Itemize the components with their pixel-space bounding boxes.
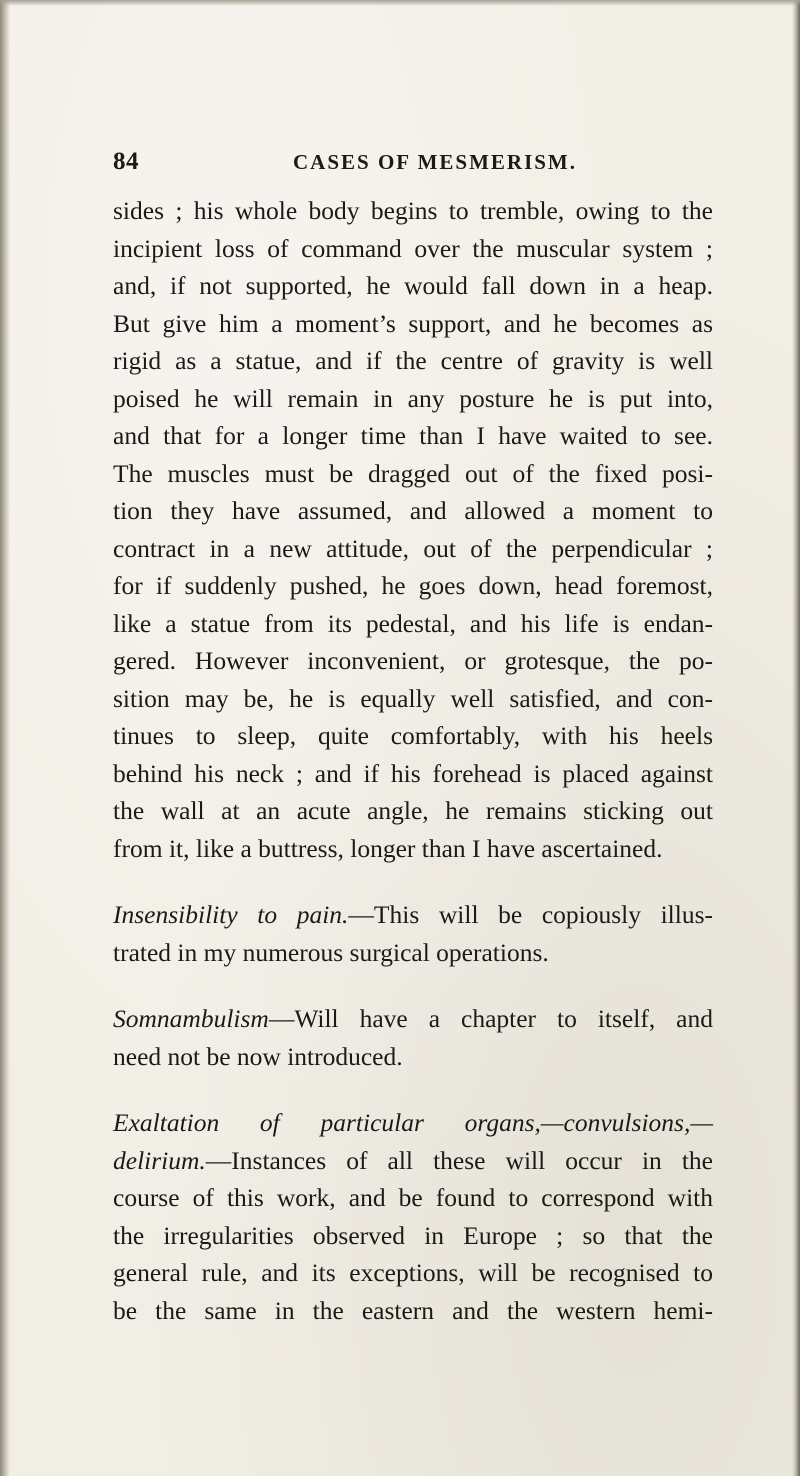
text-line: be the same in the eastern and the western hemi- — [113, 1295, 713, 1325]
text-run: —Will have a chapter to itself, and — [268, 1004, 713, 1033]
section-heading: Insensibility to pain. — [113, 900, 349, 929]
text-line: sides ; his whole body begins to tremble, owing to the — [113, 196, 713, 225]
text-line: tion they have assumed, and allowed a moment to — [113, 496, 713, 525]
text-line: rigid as a statue, and if the centre of gravity is well — [113, 346, 713, 375]
text-line: But give him a moment’s support, and he becomes as — [113, 308, 713, 338]
text-line: incipient loss of command over the muscular system ; — [113, 233, 713, 263]
page-right-edge — [792, 0, 800, 1476]
text-run: —This will be copiously illus- — [348, 900, 714, 929]
text-line: from it, like a buttress, longer than I have ascertained. — [113, 833, 663, 863]
text-line: behind his neck ; and if his forehead is placed against — [113, 758, 713, 788]
text-line: tinues to sleep, quite comfortably, with his heels — [113, 721, 713, 750]
section-heading: Somnambulism — [113, 1004, 269, 1033]
paragraph-exaltation — [113, 1104, 713, 1329]
text-line: poised he will remain in any posture he is put into, — [113, 383, 713, 413]
text-line: the wall at an acute angle, he remains sticking out — [113, 796, 713, 825]
text-line: general rule, and its exceptions, will be recognised to — [113, 1258, 713, 1287]
text-line: sition may be, he is equally well satisfied, and con- — [113, 683, 713, 713]
body-text — [113, 192, 713, 1329]
text-line: contract in a new attitude, out of the perpendicular ; — [113, 533, 713, 563]
text-line: course of this work, and be found to correspond with — [113, 1183, 713, 1212]
page-top-edge — [0, 0, 800, 6]
text-line: trated in my numerous surgical operations. — [113, 937, 549, 967]
text-line: and, if not supported, he would fall down in a heap. — [113, 271, 713, 300]
text-line: gered. However inconvenient, or grotesque, the po- — [113, 646, 713, 675]
section-heading: Exaltation of particular organs,—convulsions,— — [113, 1108, 713, 1137]
text-line — [113, 1142, 713, 1180]
text-line — [113, 896, 713, 934]
text-line: The muscles must be dragged out of the fixed posi- — [113, 458, 713, 488]
section-heading: delirium. — [113, 1145, 206, 1175]
page-number: 84 — [113, 148, 139, 175]
text-line — [113, 1000, 713, 1038]
paragraph-somnambulism — [113, 1000, 713, 1075]
paragraph-insensibility — [113, 896, 713, 971]
page-left-edge — [0, 0, 10, 1476]
text-line: and that for a longer time than I have waited to see. — [113, 421, 713, 450]
text-line: the irregularities observed in Europe ; so that the — [113, 1220, 713, 1250]
text-line: need not be now introduced. — [113, 1041, 403, 1071]
running-head: CASES OF MESMERISM. — [293, 150, 578, 174]
text-line: for if suddenly pushed, he goes down, head foremost, — [113, 571, 713, 600]
page-header — [113, 148, 713, 184]
text-line: like a statue from its pedestal, and his life is endan- — [113, 608, 713, 638]
text-run: —Instances of all these will occur in the — [205, 1145, 713, 1175]
paragraph-continuation — [113, 192, 713, 867]
